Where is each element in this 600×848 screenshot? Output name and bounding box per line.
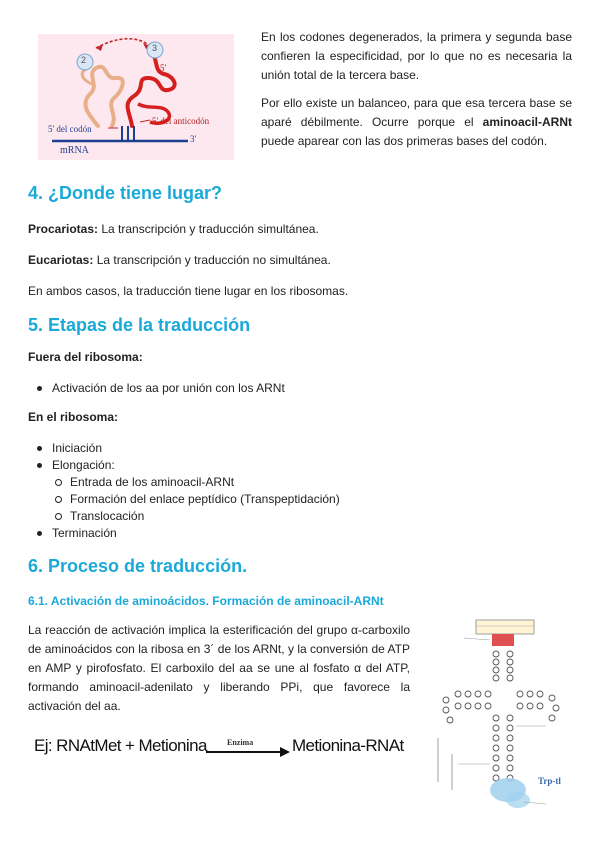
intro-p2-bold: aminoacil-ARNt (482, 115, 572, 129)
procariotas-label: Procariotas: (28, 222, 99, 236)
fuera-ribosoma-label (28, 348, 143, 367)
section6-1-title: 6.1. Activación de aminoácidos. Formación de aminoacil-ARNt (28, 594, 384, 608)
section4-title: 4. ¿Donde tiene lugar? (28, 183, 223, 203)
list-item-terminacion: Terminación (28, 525, 340, 542)
inside-ribosome-list (28, 440, 340, 542)
list-item-formacion: Formación del enlace peptídico (Transpeptidación) (28, 491, 340, 508)
procariotas-line (28, 220, 319, 239)
fuera-ribosoma-label-text: Fuera del ribosoma: (28, 350, 143, 364)
eucariotas-line (28, 251, 331, 270)
list-item-iniciacion: Iniciación (28, 440, 340, 457)
list-item: Activación de los aa por unión con los ARNt (28, 380, 285, 397)
figure1-label-5prime-top: 5' (160, 63, 167, 73)
procariotas-text: La transcripción y traducción simultánea. (98, 222, 319, 236)
section6-title: 6. Proceso de traducción. (28, 556, 248, 576)
trna-figure-label-trp: Trp-tl (538, 776, 561, 786)
intro-paragraph-1: En los codones degenerados, la primera y segunda base confieren la especificidad, por lo que no es necesaria la unión total de la tercera base. (261, 30, 572, 82)
outside-ribosome-list (28, 380, 285, 397)
list-item-entrada: Entrada de los aminoacil-ARNt (28, 474, 340, 491)
list-item-translocacion: Translocación (28, 508, 340, 525)
figure1-num-2: 2 (81, 55, 87, 65)
en-ribosoma-label-text: En el ribosoma: (28, 410, 119, 424)
equation-arrow-label: Enzima (227, 738, 254, 747)
ambos-casos-text: En ambos casos, la traducción tiene lugar en los ribosomas. (28, 284, 349, 298)
equation-arrow-icon (206, 747, 290, 757)
equation-left: Ej: RNAtMet + Metionina (34, 736, 207, 755)
eucariotas-label: Eucariotas: (28, 253, 94, 267)
figure1-num-3: 3 (152, 43, 158, 53)
equation-right: Metionina-RNAt (292, 736, 404, 755)
figure1-label-codon: 5' del codón (48, 124, 92, 134)
intro-p2-end: puede aparear con las dos primeras bases del codón. (261, 134, 548, 148)
intro-paragraph-2 (261, 94, 572, 151)
figure1-label-mrna: mRNA (60, 145, 89, 156)
figure1-label-3prime: 3' (190, 134, 197, 144)
eucariotas-text: La transcripción y traducción no simultánea. (93, 253, 331, 267)
codon-anticodon-figure (38, 34, 234, 160)
list-item-elongacion: Elongación: (28, 457, 340, 474)
figure1-label-anticodon: 5' del anticodón (152, 116, 210, 126)
intro-p2-start: Por ello existe un balanceo, para que esa tercera base se aparé débilmente. Ocurre porque el (261, 96, 572, 129)
section5-title: 5. Etapas de la traducción (28, 315, 251, 335)
en-ribosoma-label (28, 408, 118, 427)
activation-paragraph: La reacción de activación implica la esterificación del grupo α-carboxilo de aminoácidos con la ribosa en 3´ de los ARNt, y la conversión de ATP en AMP y pirofosfato. El carboxilo del aa se une al fosfato α del ATP, formando aminoacil-adenilato y liberando PPi, que favorece la activación del aa. (28, 623, 410, 713)
